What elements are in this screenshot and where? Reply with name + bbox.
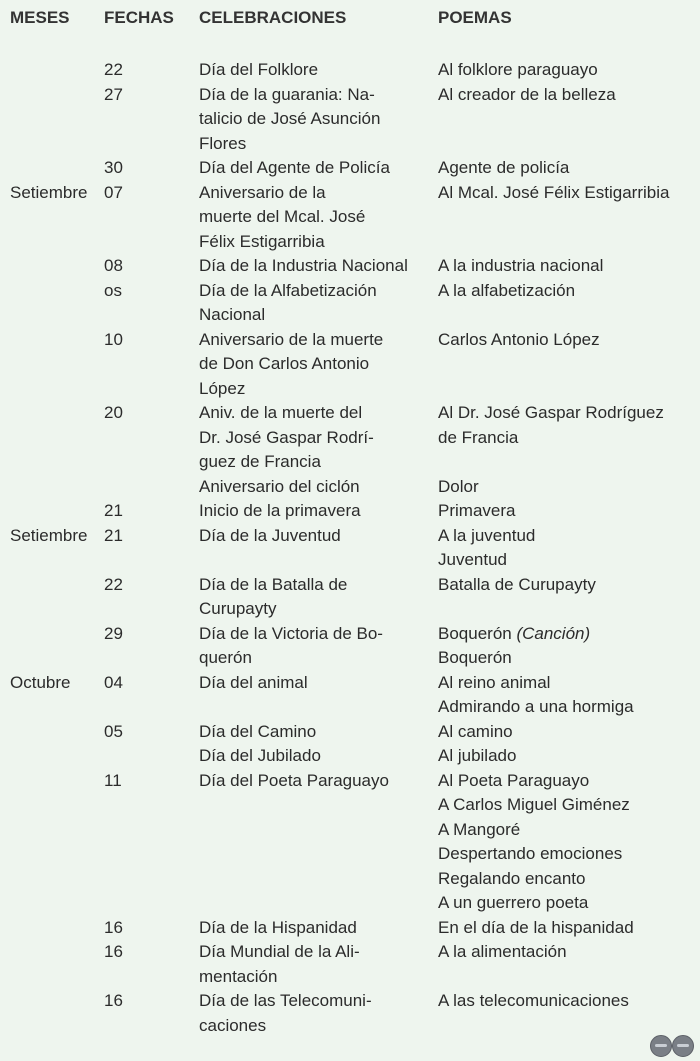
table-row	[0, 156, 700, 181]
poems-cell	[438, 989, 698, 1014]
date-cell: 05	[104, 721, 123, 741]
poem-title: Al creador de la belleza	[438, 84, 616, 104]
poem-title: A la industria nacional	[438, 256, 604, 275]
circle-icon	[672, 1035, 694, 1057]
celebration-cell: Día Mundial de la Ali- mentación	[199, 942, 360, 986]
month-cell: Octubre	[10, 672, 71, 692]
poem-title: Carlos Antonio López	[438, 329, 600, 349]
date-cell: 20	[104, 403, 123, 422]
date-cell: 16	[104, 917, 123, 937]
table-row	[0, 622, 700, 671]
poem-title: Al Dr. José Gaspar Rodríguez de Francia	[438, 403, 664, 447]
poem-title: A las telecomunicaciones	[438, 991, 629, 1010]
celebration-cell: Día de la Batalla de Curupayty	[199, 574, 348, 618]
poem-title: Dolor	[438, 476, 479, 496]
poems-cell	[438, 401, 698, 499]
poems-cell	[438, 720, 698, 769]
poem-title: Admirando a una hormiga	[438, 697, 634, 716]
date-cell: 10	[104, 329, 123, 349]
table-row	[0, 254, 700, 279]
table-row	[0, 989, 700, 1038]
date-cell: 11	[104, 770, 122, 790]
date-cell: 07	[104, 182, 123, 202]
celebration-cell: Día de la guarania: Na- talicio de José Asunción Flores	[199, 84, 381, 153]
poem-title: Juventud	[438, 550, 507, 569]
celebration-cell: Aniv. de la muerte del Dr. José Gaspar Rodrí- guez de Francia Aniversario del ciclón	[199, 403, 374, 496]
poems-cell	[438, 83, 698, 108]
table-row	[0, 573, 700, 622]
poems-cell	[438, 58, 698, 83]
circle-icon	[650, 1035, 672, 1057]
poem-title: Al Mcal. José Félix Estigarribia	[438, 182, 670, 202]
date-cell: 04	[104, 672, 123, 692]
poems-cell	[438, 671, 698, 720]
poem-title: Boquerón (Canción)	[438, 623, 591, 643]
poem-title: Al Poeta Paraguayo	[438, 770, 590, 790]
poems-cell	[438, 573, 698, 598]
header-months: MESES	[10, 8, 70, 27]
table-row	[0, 499, 700, 524]
poem-title: A un guerrero poeta	[438, 893, 589, 912]
celebration-cell: Aniversario de la muerte de Don Carlos Antonio López	[199, 329, 384, 398]
poem-title	[438, 450, 698, 475]
celebration-cell: Día de la Hispanidad	[199, 917, 357, 937]
table-row	[0, 524, 700, 573]
celebration-cell: Día del Agente de Policía	[199, 158, 390, 177]
date-cell: 30	[104, 158, 123, 177]
poem-title: Boquerón	[438, 648, 512, 667]
date-cell: 16	[104, 991, 123, 1010]
poems-cell	[438, 156, 698, 181]
date-cell: 21	[104, 501, 123, 520]
poems-cell	[438, 279, 698, 304]
poem-title: Al camino	[438, 721, 513, 741]
poem-title: Primavera	[438, 501, 516, 520]
poem-title: A la alfabetización	[438, 280, 576, 300]
celebration-cell: Día del Folklore	[199, 60, 319, 79]
celebration-cell: Día de la Alfabetización Nacional	[199, 280, 377, 324]
table-row	[0, 720, 700, 769]
poems-cell	[438, 328, 698, 353]
poems-cell	[438, 622, 698, 671]
poems-cell	[438, 254, 698, 279]
date-cell: 08	[104, 256, 123, 275]
celebration-cell: Día de la Juventud	[199, 525, 341, 545]
header-celebrations: CELEBRACIONES	[199, 8, 347, 27]
table-row	[0, 671, 700, 720]
table-row	[0, 916, 700, 941]
celebration-cell: Inicio de la primavera	[199, 501, 361, 520]
poem-title: A la alimentación	[438, 942, 567, 961]
header-dates: FECHAS	[104, 8, 174, 27]
poems-cell	[438, 916, 698, 941]
poem-title: A Carlos Miguel Giménez	[438, 795, 630, 814]
poem-title: En el día de la hispanidad	[438, 917, 634, 937]
poem-title: Al folklore paraguayo	[438, 60, 598, 79]
table-row	[0, 940, 700, 989]
date-cell: os	[104, 280, 122, 300]
table-row	[0, 181, 700, 255]
celebration-cell: Día de las Telecomuni- caciones	[199, 991, 372, 1035]
page-badge	[650, 1035, 694, 1057]
celebration-cell: Día de la Victoria de Bo- querón	[199, 623, 383, 667]
month-cell: Setiembre	[10, 182, 88, 202]
poems-cell	[438, 940, 698, 965]
poems-cell	[438, 499, 698, 524]
table-row	[0, 401, 700, 499]
poems-cell	[438, 769, 698, 916]
poem-note: (Canción)	[511, 623, 591, 643]
table-row	[0, 279, 700, 328]
table-header	[0, 8, 700, 34]
date-cell: 21	[104, 525, 123, 545]
celebration-cell: Día del Camino Día del Jubilado	[199, 721, 321, 765]
calendar-table	[0, 58, 700, 1038]
celebration-cell: Aniversario de la muerte del Mcal. José Félix Estigarribia	[199, 182, 366, 251]
poem-title: A la juventud	[438, 525, 536, 545]
date-cell: 22	[104, 60, 123, 79]
poems-cell	[438, 524, 698, 573]
poem-title: Batalla de Curupayty	[438, 574, 596, 594]
month-cell: Setiembre	[10, 525, 88, 545]
table-row	[0, 769, 700, 916]
poem-title: Regalando encanto	[438, 868, 586, 888]
poems-cell	[438, 181, 698, 206]
date-cell: 16	[104, 942, 123, 961]
table-row	[0, 58, 700, 83]
poem-title: Agente de policía	[438, 158, 570, 177]
date-cell: 22	[104, 574, 123, 594]
date-cell: 27	[104, 84, 123, 104]
poem-title: Despertando emociones	[438, 844, 623, 863]
poem-title: Al reino animal	[438, 672, 551, 692]
celebration-cell: Día de la Industria Nacional	[199, 256, 408, 275]
table-row	[0, 328, 700, 402]
celebration-cell: Día del animal	[199, 672, 308, 692]
header-poems: POEMAS	[438, 8, 512, 27]
table-row	[0, 83, 700, 157]
poem-title: A Mangoré	[438, 819, 521, 839]
poem-title: Al jubilado	[438, 746, 517, 765]
celebration-cell: Día del Poeta Paraguayo	[199, 770, 389, 790]
date-cell: 29	[104, 623, 123, 643]
